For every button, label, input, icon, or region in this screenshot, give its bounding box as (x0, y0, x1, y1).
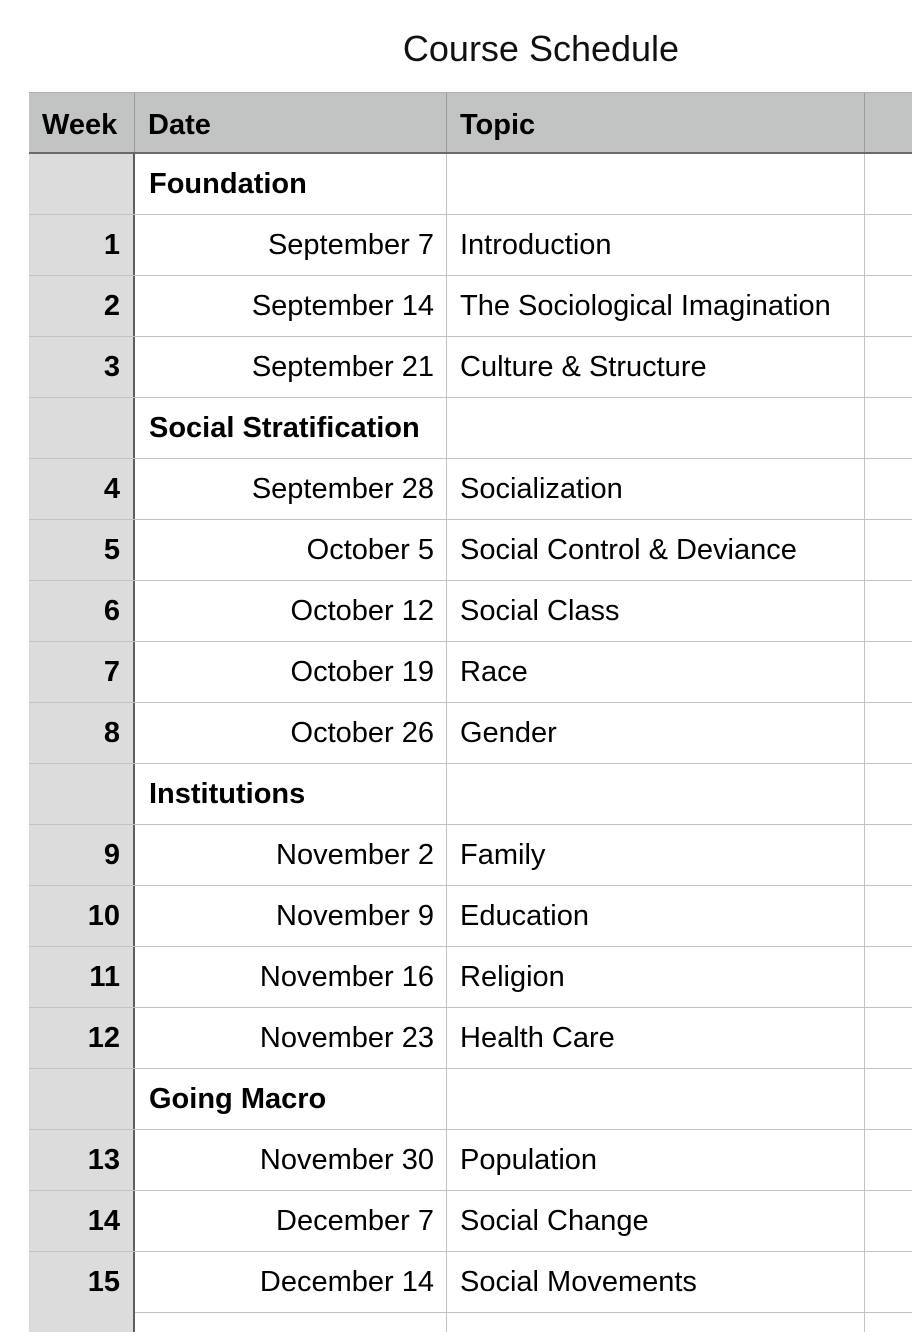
date-cell-text: October 12 (290, 595, 434, 627)
week-cell[interactable] (29, 1069, 135, 1129)
topic-cell[interactable] (447, 703, 865, 763)
topic-cell[interactable] (447, 1069, 865, 1129)
date-cell[interactable] (135, 703, 447, 763)
date-cell[interactable] (135, 1191, 447, 1251)
topic-cell[interactable] (447, 1130, 865, 1190)
week-cell[interactable] (29, 276, 135, 336)
week-cell[interactable] (29, 764, 135, 824)
date-cell[interactable] (135, 642, 447, 702)
date-cell-text: September 21 (251, 351, 434, 383)
week-cell[interactable] (29, 1130, 135, 1190)
empty-cell[interactable] (865, 215, 912, 275)
week-cell-text: 12 (87, 1022, 120, 1054)
empty-cell[interactable] (865, 1008, 912, 1068)
topic-cell[interactable] (447, 1252, 865, 1312)
week-cell-text: 4 (103, 473, 120, 505)
header-cell-week[interactable] (29, 93, 135, 152)
week-cell[interactable] (29, 1252, 135, 1312)
date-cell[interactable] (135, 1008, 447, 1068)
topic-cell-text: Culture & Structure (460, 351, 707, 383)
date-cell[interactable] (135, 825, 447, 885)
date-cell-text: October 19 (290, 656, 434, 688)
date-cell[interactable] (135, 520, 447, 580)
week-cell-text: 13 (87, 1144, 120, 1176)
week-cell[interactable] (29, 154, 135, 214)
topic-cell-text: Gender (460, 717, 557, 749)
week-cell-text: 1 (103, 229, 120, 261)
week-cell-text: 2 (103, 290, 120, 322)
topic-cell-text: Family (460, 839, 546, 871)
week-cell[interactable] (29, 1310, 135, 1332)
empty-cell[interactable] (865, 886, 912, 946)
date-cell[interactable] (135, 886, 447, 946)
topic-cell[interactable] (447, 886, 865, 946)
empty-cell[interactable] (865, 154, 912, 214)
topic-cell-text: Health Care (460, 1022, 615, 1054)
header-label-date: Date (148, 109, 211, 141)
date-cell-text: November 30 (259, 1144, 434, 1176)
week-cell[interactable] (29, 215, 135, 275)
empty-cell[interactable] (865, 1252, 912, 1312)
topic-cell[interactable] (447, 520, 865, 580)
schedule-table (29, 92, 912, 1332)
empty-cell[interactable] (865, 1069, 912, 1129)
date-cell-text: September 14 (251, 290, 434, 322)
week-cell-text: 9 (103, 839, 120, 871)
table-row (29, 459, 912, 520)
topic-cell[interactable] (447, 215, 865, 275)
date-cell[interactable] (135, 337, 447, 397)
topic-cell[interactable] (447, 1008, 865, 1068)
topic-cell-text: Race (460, 656, 528, 688)
empty-cell[interactable] (865, 947, 912, 1007)
date-cell[interactable] (135, 1310, 447, 1332)
topic-cell-text: Introduction (460, 229, 612, 261)
section-label-cell[interactable] (135, 1069, 447, 1129)
week-cell[interactable] (29, 520, 135, 580)
week-cell[interactable] (29, 1008, 135, 1068)
table-row (29, 1191, 912, 1252)
date-cell[interactable] (135, 1130, 447, 1190)
section-label-cell[interactable] (135, 764, 447, 824)
date-cell[interactable] (135, 276, 447, 336)
topic-cell[interactable] (447, 154, 865, 214)
week-cell-text: 3 (103, 351, 120, 383)
section-label-cell[interactable] (135, 154, 447, 214)
date-cell-text: December 7 (276, 1205, 434, 1237)
date-cell[interactable] (135, 215, 447, 275)
week-cell[interactable] (29, 337, 135, 397)
table-header-row (29, 92, 912, 154)
empty-cell[interactable] (865, 642, 912, 702)
date-cell-text: December 14 (259, 1266, 434, 1298)
week-cell-text: 6 (103, 595, 120, 627)
sheet-title: Course Schedule (402, 28, 680, 69)
table-row (29, 215, 912, 276)
week-cell[interactable] (29, 581, 135, 641)
section-label-cell-text: Foundation (149, 168, 307, 200)
date-cell[interactable] (135, 947, 447, 1007)
section-row (29, 764, 912, 825)
empty-cell[interactable] (865, 398, 912, 458)
table-row (29, 581, 912, 642)
section-row (29, 1069, 912, 1130)
table-row (29, 825, 912, 886)
week-cell-text: 10 (87, 900, 120, 932)
topic-cell[interactable] (447, 398, 865, 458)
table-row (29, 1252, 912, 1313)
topic-cell[interactable] (447, 459, 865, 519)
topic-cell[interactable] (447, 947, 865, 1007)
table-row (29, 520, 912, 581)
topic-cell-text: Population (460, 1144, 598, 1176)
section-label-cell[interactable] (135, 398, 447, 458)
empty-cell[interactable] (865, 703, 912, 763)
week-cell[interactable] (29, 947, 135, 1007)
section-label-cell-text: Institutions (149, 778, 306, 810)
topic-cell[interactable] (447, 1310, 865, 1332)
empty-cell[interactable] (865, 459, 912, 519)
date-cell-text: October 5 (306, 534, 434, 566)
table-row (29, 1130, 912, 1191)
section-label-cell-text: Going Macro (149, 1083, 327, 1115)
topic-cell-text: Religion (460, 961, 565, 993)
empty-cell[interactable] (865, 337, 912, 397)
topic-cell-text: Socialization (460, 473, 623, 505)
week-cell-text: 5 (103, 534, 120, 566)
topic-cell-text: Social Movements (460, 1266, 697, 1298)
date-cell-text: November 16 (259, 961, 434, 993)
date-cell[interactable] (135, 581, 447, 641)
empty-cell[interactable] (865, 1191, 912, 1251)
topic-cell[interactable] (447, 642, 865, 702)
date-cell-text: November 23 (259, 1022, 434, 1054)
header-label-week: Week (42, 109, 118, 141)
week-cell[interactable] (29, 459, 135, 519)
table-row (29, 703, 912, 764)
week-cell[interactable] (29, 398, 135, 458)
date-cell-text: October 26 (290, 717, 434, 749)
table-row (29, 276, 912, 337)
topic-cell-text: Social Change (460, 1205, 649, 1237)
header-cell-topic[interactable] (447, 93, 865, 152)
topic-cell[interactable] (447, 764, 865, 824)
topic-cell[interactable] (447, 825, 865, 885)
table-row (29, 1008, 912, 1069)
topic-cell-text: Education (460, 900, 589, 932)
empty-cell[interactable] (865, 581, 912, 641)
topic-cell[interactable] (447, 581, 865, 641)
date-cell[interactable] (135, 1252, 447, 1312)
week-cell[interactable] (29, 1191, 135, 1251)
section-row (29, 398, 912, 459)
week-cell-text: 11 (89, 961, 120, 993)
empty-cell[interactable] (865, 1130, 912, 1190)
topic-cell-text: Social Control & Deviance (460, 534, 797, 566)
topic-cell-text: The Sociological Imagination (460, 290, 831, 322)
week-cell[interactable] (29, 825, 135, 885)
week-cell-text: 8 (103, 717, 120, 749)
table-row (29, 642, 912, 703)
week-cell[interactable] (29, 886, 135, 946)
week-cell-text: 15 (87, 1266, 120, 1298)
date-cell-text: September 7 (267, 229, 434, 261)
table-row (29, 886, 912, 947)
empty-cell[interactable] (865, 276, 912, 336)
topic-cell[interactable] (447, 1191, 865, 1251)
empty-cell[interactable] (865, 520, 912, 580)
header-label-topic: Topic (460, 109, 536, 141)
empty-cell[interactable] (865, 825, 912, 885)
topic-cell-text: Social Class (460, 595, 620, 627)
week-cell[interactable] (29, 642, 135, 702)
partial-row (29, 1310, 912, 1332)
week-cell[interactable] (29, 703, 135, 763)
section-label-cell-text: Social Stratification (149, 412, 420, 444)
date-cell[interactable] (135, 459, 447, 519)
table-row (29, 337, 912, 398)
topic-cell[interactable] (447, 337, 865, 397)
date-cell-text: September 28 (251, 473, 434, 505)
week-cell-text: 7 (103, 656, 120, 688)
date-cell-text: November 9 (276, 900, 434, 932)
header-cell-empty[interactable] (865, 93, 912, 152)
header-cell-date[interactable] (135, 93, 447, 152)
table-row (29, 947, 912, 1008)
topic-cell[interactable] (447, 276, 865, 336)
date-cell-text: November 2 (276, 839, 434, 871)
empty-cell[interactable] (865, 764, 912, 824)
week-cell-text: 14 (87, 1205, 120, 1237)
section-row (29, 154, 912, 215)
